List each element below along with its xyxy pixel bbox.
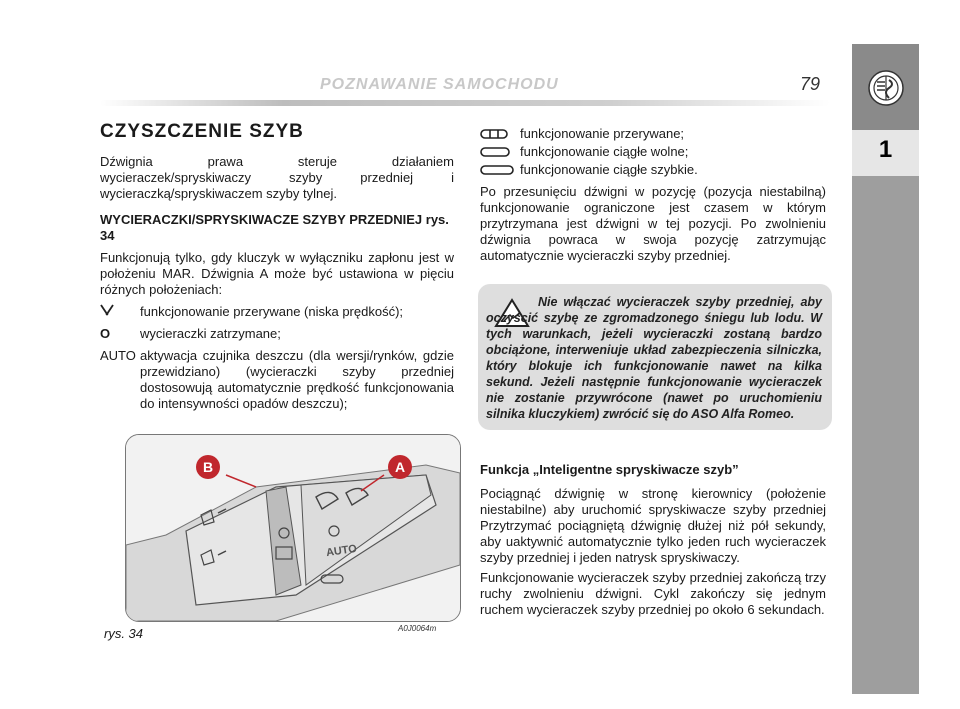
body-paragraph: Po przesunięciu dźwigni w pozycję (pozycja niestabilną) funkcjonowanie ograniczone jest czasem w którym przytrzymana jest dźwigni w tej pozycji. Po zwolnieniu dźwignia powraca w swoja pozycję zatrzymując automatycznie wycieraczki szyby przedniej. (480, 184, 826, 263)
position-symbol: AUTO (100, 348, 136, 363)
continuous-slow-icon (480, 146, 510, 158)
position-text: funkcjonowanie przerywane; (520, 126, 685, 141)
position-symbol (480, 164, 520, 176)
position-text: funkcjonowanie ciągłe wolne; (520, 144, 689, 159)
intermittent-low-icon (100, 304, 114, 316)
subsection-title: WYCIERACZKI/SPRYSKIWACZE SZYBY PRZEDNIEJ rys. 34 (100, 212, 449, 243)
warning-body: Nie włączać wycieraczek szyby przedniej, aby oczyścić szybę ze zgromadzonego śniegu lub lodu. W tych warunkach, jeżeli wycieraczki zostaną bardzo obciążone, interweniuje układ zabezpieczenia silniczka, który blokuje ich funkcjonowanie nawet na kilka sekund. Jeżeli następnie funkcjonowanie wycieraczek nie zostanie przywrócone (nawet po uruchomieniu silnika kluczykiem) zwrócić się do ASO Alfa Romeo. (486, 295, 822, 421)
off-circle-icon: O (100, 326, 111, 341)
position-symbol (480, 128, 520, 140)
body-paragraph: Funkcjonują tylko, gdy kluczyk w wyłączniku zapłonu jest w położeniu MAR. Dźwignia A może być ustawiona w pięciu różnych położeniach: (100, 250, 454, 297)
section-paragraph: Pociągnąć dźwignię w stronę kierownicy (położenie niestabilne) aby uruchomić spryskiwacze szyby przedniej Przytrzymać pociągniętą dźwignię dłużej niż pół sekundy, aby uaktywnić automatycznie tylko jeden ruch wycieraczek szyby przedniej i jeden natrysk spryskiwaczy. (480, 486, 826, 565)
callout-a: A (388, 455, 412, 479)
auto-label: AUTO (325, 542, 358, 560)
position-symbol (480, 146, 520, 158)
position-item (480, 144, 826, 160)
warning-box (478, 284, 832, 430)
position-symbol (100, 304, 140, 320)
intro-paragraph: Dźwignia prawa steruje działaniem wycieraczek/spryskiwaczy szyby przedniej i wycieraczką/spryskiwaczem szyby tylnej. (100, 154, 454, 201)
figure-caption: rys. 34 (104, 626, 144, 641)
position-text: funkcjonowanie przerywane (niska prędkość); (140, 304, 404, 319)
position-text: wycieraczki zatrzymane; (140, 326, 281, 341)
page-number: 79 (800, 74, 821, 94)
section-heading: Funkcja „Inteligentne spryskiwacze szyb” (480, 462, 739, 477)
left-column (100, 121, 454, 418)
lever-illustration (125, 434, 461, 622)
right-column (480, 124, 826, 268)
header-divider (100, 100, 830, 106)
section-content (480, 486, 826, 622)
continuous-fast-icon (480, 164, 514, 176)
intermittent-icon (480, 128, 508, 140)
chapter-number: 1 (878, 136, 893, 163)
page-title: CZYSZCZENIE SZYB (100, 121, 304, 142)
position-item (480, 126, 826, 142)
figure-code: A0J0064m (398, 624, 437, 633)
position-item (100, 348, 454, 412)
section-paragraph: Funkcjonowanie wycieraczek szyby przedniej zakończą trzy ruchy zwolnieniu dźwigni. Cykl zakończy się jednym ruchem wycieraczek szyby przedniej po około 6 sekundach. (480, 570, 826, 617)
warning-text (486, 294, 822, 422)
position-item (100, 326, 454, 342)
position-item (100, 304, 454, 320)
position-item (480, 162, 826, 178)
alfa-romeo-logo-icon (868, 70, 904, 106)
position-text: funkcjonowanie ciągłe szybkie. (520, 162, 698, 177)
callout-b: B (196, 455, 220, 479)
section-title: POZNAWANIE SAMOCHODU (320, 76, 559, 93)
position-text: aktywacja czujnika deszczu (dla wersji/rynków, gdzie przewidziano) (wycieraczki szyby przedniej dostosowują automatycznie prędkość funkcjonowania do intensywności opadów deszczu); (140, 348, 454, 411)
